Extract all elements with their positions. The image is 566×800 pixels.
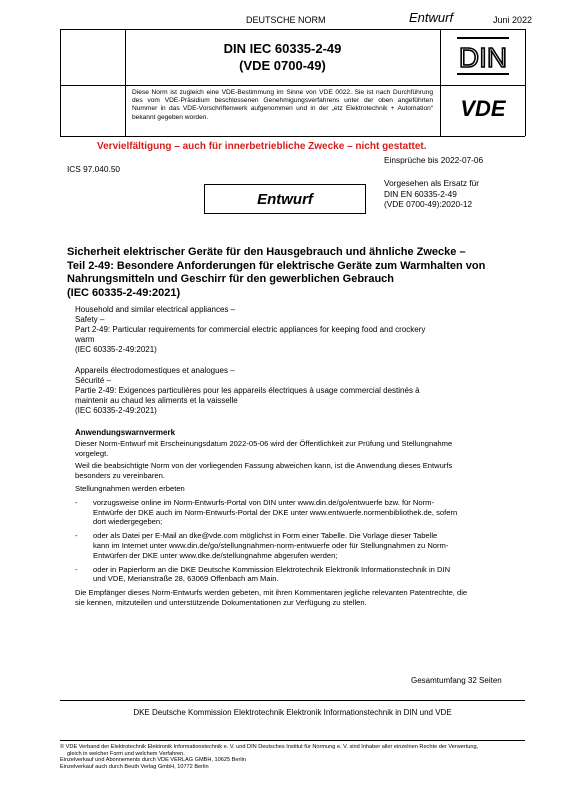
german-title	[67, 246, 527, 300]
english-title-line3: Part 2-49: Particular requirements for commercial electric appliances for keeping food and crockery	[75, 325, 426, 334]
english-title-line4: warm	[75, 335, 95, 344]
replacement-line2: DIN EN 60335-2-49	[384, 188, 457, 199]
french-title-line3: Partie 2-49: Exigences particulières pour les appareils électriques à usage commercial destinés à	[75, 386, 420, 395]
frame-inner-right-line	[440, 29, 441, 136]
vde-logo-graphic	[450, 95, 516, 121]
comment-option-2-line1: oder als Datei per E-Mail an dke@vde.com möglichst in Form einer Tabelle. Die Vorlage dieser Tabelle	[93, 531, 438, 541]
warning-p2-line2: besonders zu vereinbaren.	[75, 471, 165, 481]
frame-left-line	[60, 29, 61, 136]
comment-option-1-line1: vorzugsweise online im Norm-Entwurfs-Portal von DIN unter www.din.de/go/entwuerfe bzw. für Norm-	[93, 497, 435, 507]
copyright-footer	[60, 744, 560, 770]
bullet-dash: -	[75, 497, 78, 507]
din-logo	[455, 36, 511, 76]
german-title-line3: Nahrungsmitteln und Geschirr für den gewerblichen Gebrauch	[67, 273, 394, 285]
frame-bottom-line	[60, 136, 525, 137]
english-title-line2: Safety –	[75, 315, 105, 324]
comment-option-1-line2: Entwürfe der DKE auch im Norm-Entwurfs-Portal der DKE unter www.entwuerfe.normenbibliothek.de, sofern	[93, 507, 458, 517]
comment-option-1-line3: dort wiedergegeben;	[93, 517, 163, 527]
replacement-info	[384, 178, 479, 210]
comment-option-3	[75, 565, 525, 585]
footer-line2: gleich in welcher Form und welchem Verfahren.	[67, 750, 185, 757]
french-title-line2: Sécurité –	[75, 376, 112, 385]
comment-option-3-line1: oder in Papierform an die DKE Deutsche Kommission Elektrotechnik Elektronik Informationstechnik in DIN	[93, 564, 451, 574]
english-title	[75, 305, 525, 355]
vde-notice: Diese Norm ist zugleich eine VDE-Bestimmung im Sinne von VDE 0022. Sie ist nach Durchführung des vom VDE-Präsidium beschlossenen Genehmigungsverfahrens unter der oben angeführten Nummer in das VDE-Vorschriftenwerk aufgenommen und in der „etz Elektrotechnik + Automation“ bekannt gegeben worden.	[132, 89, 433, 121]
draft-box-label: Entwurf	[257, 190, 313, 208]
vde-logo-text: VDE	[460, 96, 506, 121]
german-title-line1: Sicherheit elektrischer Geräte für den Hausgebrauch und ähnliche Zwecke –	[67, 246, 466, 258]
comment-option-2	[75, 531, 525, 560]
comment-option-2-line2: kann im Internet unter www.din.de/go/stellungnahmen-norm-entwuerfe oder für Stellungnahmen zu Norm-	[93, 540, 449, 550]
norm-type-label: DEUTSCHE NORM	[246, 15, 326, 25]
frame-right-line	[525, 29, 526, 136]
comment-option-2-line3: Entwürfen der DKE unter www.dke.de/stellungnahme abgerufen werden;	[93, 550, 338, 560]
warning-paragraph-2	[75, 461, 525, 481]
warning-paragraph-4	[75, 588, 525, 608]
warning-p1-line1: Dieser Norm-Entwurf mit Erscheinungsdatum 2022-05-06 wird der Öffentlichkeit zur Prüfung und Stellungnahme	[75, 438, 453, 448]
dke-line: DKE Deutsche Kommission Elektrotechnik Elektronik Informationstechnik in DIN und VDE	[133, 708, 452, 717]
reproduction-warning: Vervielfältigung – auch für innerbetriebliche Zwecke – nicht gestattet.	[97, 141, 427, 152]
din-logo-text: DIN	[458, 42, 508, 73]
dke-separator	[60, 700, 525, 701]
issue-date: Juni 2022	[493, 15, 533, 25]
draft-label: Entwurf	[409, 10, 454, 25]
german-title-line4: (IEC 60335-2-49:2021)	[67, 286, 181, 299]
warning-p1-line2: vorgelegt.	[75, 448, 109, 458]
warning-p4-line2: sie kennen, mitzuteilen und unterstützende Dokumentationen zur Verfügung zu stellen.	[75, 597, 367, 607]
comment-option-1	[75, 498, 525, 527]
standard-number-line2: (VDE 0700-49)	[239, 58, 326, 73]
warning-paragraph-3: Stellungnahmen werden erbeten	[75, 483, 185, 493]
comment-option-3-line2: und VDE, Merianstraße 28, 63069 Offenbach am Main.	[93, 574, 279, 584]
footer-line3: Einzelverkauf und Abonnements durch VDE VERLAG GMBH, 10625 Berlin	[60, 757, 246, 764]
standard-number	[125, 40, 440, 74]
english-title-line5: (IEC 60335-2-49:2021)	[75, 345, 157, 354]
bullet-dash: -	[75, 531, 78, 541]
standard-number-line1: DIN IEC 60335-2-49	[223, 41, 342, 56]
warning-p4-line1: Die Empfänger dieses Norm-Entwurfs werden gebeten, mit ihren Kommentaren jegliche relevanten Patentrechte, die	[75, 588, 468, 598]
french-title-line4: maintenir au chaud les aliments et la vaisselle	[75, 396, 238, 405]
english-title-line1: Household and similar electrical appliances –	[75, 305, 236, 314]
warning-paragraph-1	[75, 439, 525, 459]
warning-heading: Anwendungswarnvermerk	[75, 428, 176, 437]
din-logo-graphic	[455, 36, 511, 76]
application-warning	[75, 428, 525, 608]
frame-mid-line	[60, 85, 525, 86]
german-title-line2: Teil 2-49: Besondere Anforderungen für elektrische Geräte zum Warmhalten von	[67, 259, 486, 272]
frame-top-line	[60, 29, 525, 30]
footer-line1: © VDE Verband der Elektrotechnik Elektronik Informationstechnik e. V. und DIN Deutsches Institut für Normung e. V. sind Inhaber aller einzelnen Rechte der Verwertung,	[60, 744, 479, 750]
french-title-line5: (IEC 60335-2-49:2021)	[75, 406, 157, 415]
ics-code: ICS 97.040.50	[67, 164, 121, 174]
warning-p2-line1: Weil die beabsichtigte Norm von der vorliegenden Fassung abweichen kann, ist die Anwendung dieses Entwurfs	[75, 461, 453, 471]
french-title-line1: Appareils électrodomestiques et analogues –	[75, 366, 235, 375]
replacement-line3: (VDE 0700-49):2020-12	[384, 199, 473, 209]
bullet-dash: -	[75, 564, 78, 574]
french-title	[75, 366, 525, 416]
footer-line4: Einzelverkauf auch durch Beuth Verlag GmbH, 10772 Berlin	[60, 763, 209, 770]
total-pages: Gesamtumfang 32 Seiten	[411, 676, 502, 685]
objection-deadline: Einsprüche bis 2022-07-06	[384, 155, 484, 165]
replacement-line1: Vorgesehen als Ersatz für	[384, 178, 480, 188]
draft-box	[204, 184, 366, 214]
vde-logo	[450, 95, 516, 121]
footer-separator	[60, 740, 525, 741]
